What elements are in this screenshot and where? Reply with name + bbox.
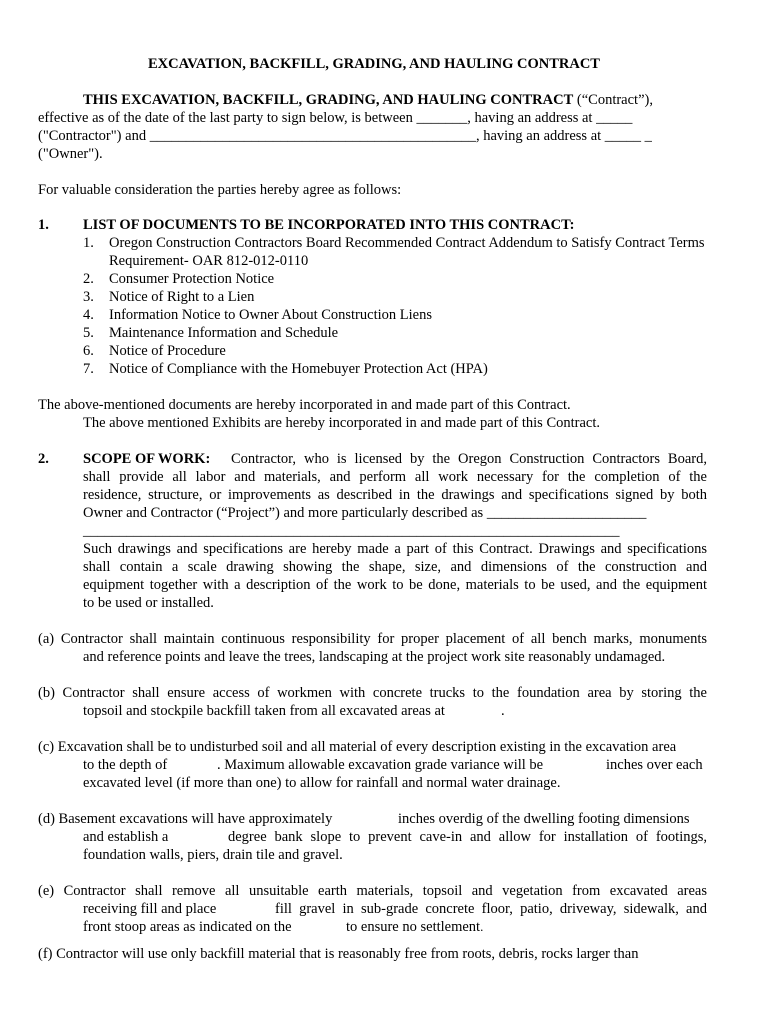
clause-e-line-3b	[346, 918, 483, 936]
clause-f-line-1: (f) Contractor will use only backfill material that is reasonably free from roots, debris, rocks larger than	[38, 946, 639, 962]
scope-line-2: shall provide all labor and materials, and perform all work necessary for the completion of the	[83, 469, 707, 485]
scope-para-2-line-2: shall contain a scale drawing showing the shape, size, and dimensions of the construction and	[83, 559, 707, 575]
document-title: EXCAVATION, BACKFILL, GRADING, AND HAULING CONTRACT	[148, 56, 600, 72]
list-item-continuation: Requirement- OAR 812-012-0110	[109, 253, 309, 269]
scope-line-5: __________________________________________________________________________	[83, 523, 620, 539]
clause-e-line-1: (e) Contractor shall remove all unsuitable earth materials, topsoil and vegetation from excavated areas	[38, 883, 707, 899]
scope-line-3: residence, structure, or improvements as described in the drawings and specifications signed by both	[83, 487, 707, 503]
intro-bold-lead: THIS EXCAVATION, BACKFILL, GRADING, AND HAULING CONTRACT	[83, 92, 574, 108]
clause-a-line-2: and reference points and leave the trees, landscaping at the project work site reasonably undamaged.	[83, 649, 666, 665]
section-1-number: 1.	[38, 217, 49, 233]
clause-c-line-2b: . Maximum allowable excavation grade variance will be	[217, 757, 544, 773]
clause-c-line-1: (c) Excavation shall be to undisturbed soil and all material of every description existing in the excavation area	[38, 739, 677, 755]
intro-line-3: ("Contractor") and _____________________________________________, having an address at _____ _	[38, 128, 652, 144]
clause-c-line-3: excavated level (if more than one) to allow for rainfall and normal water drainage.	[83, 775, 561, 791]
scope-line-1: Contractor, who is licensed by the Oregon Construction Contractors Board,	[231, 451, 707, 467]
list-item: Information Notice to Owner About Construction Liens	[109, 307, 432, 323]
clause-d-line-2a: and establish a	[83, 829, 169, 845]
list-item-number: 1.	[83, 235, 94, 251]
clause-e-line-2b: fill gravel in sub-grade concrete floor, patio, driveway, sidewalk, and	[275, 901, 707, 917]
list-item-number: 5.	[83, 325, 94, 341]
clause-b-line-2: topsoil and stockpile backfill taken from all excavated areas at	[83, 703, 445, 719]
clause-a-line-1: (a) Contractor shall maintain continuous responsibility for proper placement of all bench marks, monuments	[38, 631, 707, 647]
clause-c-line-2c: inches over each	[606, 757, 703, 773]
list-item-number: 3.	[83, 289, 94, 305]
clause-e-line-2a: receiving fill and place	[83, 901, 217, 917]
section-1-heading: LIST OF DOCUMENTS TO BE INCORPORATED INTO THIS CONTRACT:	[83, 217, 575, 233]
section-2-number: 2.	[38, 451, 49, 467]
list-item: Consumer Protection Notice	[109, 271, 275, 287]
clause-e-line-3b-text: to ensure no settlement	[346, 919, 481, 935]
list-item-number: 2.	[83, 271, 94, 287]
scope-line-4: Owner and Contractor (“Project”) and more particularly described as ______________________	[83, 505, 647, 521]
intro-line-1-rest: (“Contract”),	[573, 92, 653, 108]
clause-d-line-1a: (d) Basement excavations will have approximately	[38, 811, 333, 827]
scope-para-2-line-3: equipment together with a description of the work to be done, materials to be used, and the equipment	[83, 577, 707, 593]
consideration-text: For valuable consideration the parties hereby agree as follows:	[38, 182, 402, 198]
clause-d-line-2b: degree bank slope to prevent cave-in and allow for installation of footings,	[228, 829, 707, 845]
incorporated-statement-2: The above mentioned Exhibits are hereby incorporated in and made part of this Contract.	[83, 415, 600, 431]
list-item: Notice of Procedure	[109, 343, 226, 359]
clause-e-line-3a: front stoop areas as indicated on the	[83, 919, 292, 935]
list-item-number: 6.	[83, 343, 94, 359]
intro-line-4: ("Owner").	[38, 146, 103, 162]
clause-b-line-2-end: .	[501, 703, 505, 719]
scope-para-2-line-1: Such drawings and specifications are hereby made a part of this Contract. Drawings and specifications	[83, 541, 707, 557]
clause-e-line-3c: .	[480, 919, 484, 934]
incorporated-statement-1: The above-mentioned documents are hereby incorporated in and made part of this Contract.	[38, 397, 571, 413]
list-item: Maintenance Information and Schedule	[109, 325, 339, 341]
list-item-number: 4.	[83, 307, 94, 323]
scope-para-2-line-4: to be used or installed.	[83, 595, 214, 611]
clause-b-line-1: (b) Contractor shall ensure access of workmen with concrete trucks to the foundation area by storing the	[38, 685, 707, 701]
intro-line-2: effective as of the date of the last party to sign below, is between _______, having an address at _____	[38, 110, 633, 126]
clause-d-line-1b: inches overdig of the dwelling footing dimensions	[398, 811, 690, 827]
section-2-heading: SCOPE OF WORK:	[83, 451, 211, 467]
list-item: Notice of Compliance with the Homebuyer Protection Act (HPA)	[109, 361, 488, 377]
list-item-number: 7.	[83, 361, 94, 377]
clause-d-line-3: foundation walls, piers, drain tile and gravel.	[83, 847, 343, 863]
clause-c-line-2a: to the depth of	[83, 757, 168, 773]
list-item: Oregon Construction Contractors Board Recommended Contract Addendum to Satisfy Contract Terms	[109, 235, 705, 251]
list-item: Notice of Right to a Lien	[109, 289, 255, 305]
intro-line-1	[83, 91, 653, 109]
